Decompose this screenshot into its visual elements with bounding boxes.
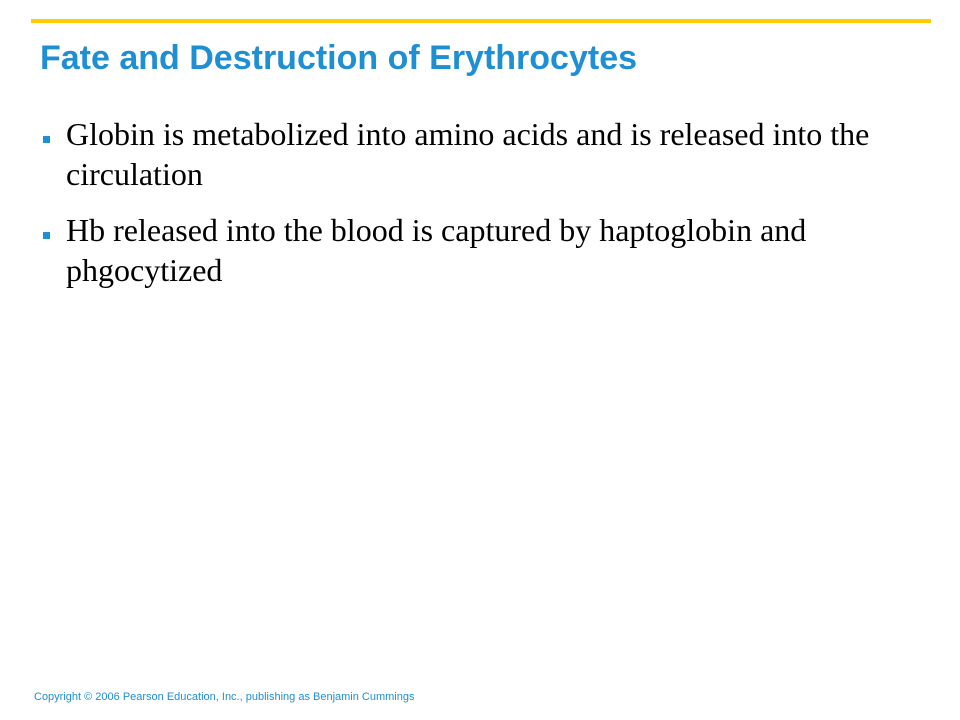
bullet-list — [38, 114, 898, 306]
bullet-item — [38, 114, 898, 194]
square-bullet-icon — [43, 232, 50, 239]
bullet-text: Globin is metabolized into amino acids and is released into the circulation — [66, 116, 870, 192]
top-accent-rule — [31, 19, 931, 23]
bullet-item — [38, 210, 898, 290]
slide-title: Fate and Destruction of Erythrocytes — [40, 39, 638, 77]
square-bullet-icon — [43, 136, 50, 143]
bullet-text: Hb released into the blood is captured by haptoglobin and phgocytized — [66, 212, 807, 288]
copyright-footer: Copyright © 2006 Pearson Education, Inc., publishing as Benjamin Cummings — [34, 691, 415, 703]
